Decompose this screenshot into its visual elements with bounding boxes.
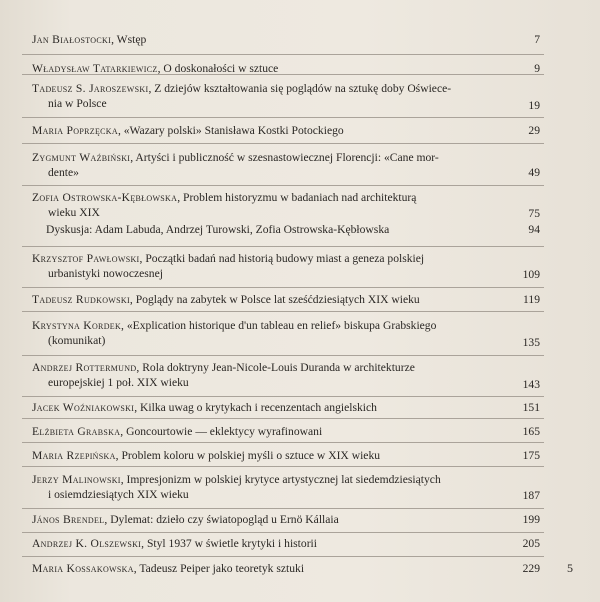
entry-title: , Wstęp — [111, 33, 147, 46]
entry-page-number: 199 — [522, 513, 540, 526]
entry-title: , Tadeusz Peiper jako teoretyk sztuki — [133, 562, 305, 575]
entry-page-number: 119 — [523, 293, 540, 306]
entry-page-number: 205 — [522, 537, 540, 550]
entry-divider — [22, 532, 544, 533]
entry-line — [32, 425, 502, 440]
entry-author: Jerzy Malinowski — [32, 473, 121, 486]
entry-title: i osiemdziesiątych XIX wieku — [48, 487, 189, 501]
entry-page-number: 49 — [528, 166, 540, 179]
entry-author: Maria Poprzęcka — [32, 124, 118, 137]
entry-line — [32, 449, 502, 464]
entry-title: , Z dziejów kształtowania się poglądów na sztukę doby Oświece- — [148, 82, 452, 95]
entry-line — [32, 361, 502, 376]
entry-title: nia w Polsce — [48, 96, 107, 110]
entry-author: Maria Kossakowska — [32, 562, 134, 575]
entry-page-number: 109 — [522, 268, 540, 281]
entry-author: Andrzej Rottermund — [32, 361, 137, 374]
toc-entry — [32, 473, 502, 502]
entry-author: Jacek Woźniakowski — [32, 401, 135, 414]
entry-title: , «Wazary polski» Stanisława Kostki Potockiego — [117, 124, 344, 137]
entry-author: Elżbieta Grabska — [32, 425, 121, 438]
entry-line — [32, 488, 502, 503]
entry-page-number: 19 — [528, 99, 540, 112]
toc-entry — [32, 191, 502, 220]
entry-line — [32, 376, 502, 391]
toc-entry — [32, 425, 502, 440]
entry-page-number: 151 — [522, 401, 540, 414]
entry-divider — [22, 287, 544, 288]
entry-title: , Problem historyzmu w badaniach nad architekturą — [177, 191, 417, 204]
entry-line — [32, 33, 502, 48]
entry-title: europejskiej 1 poł. XIX wieku — [48, 375, 189, 389]
entry-divider — [22, 246, 544, 247]
entry-line — [32, 537, 502, 552]
entry-author: Tadeusz Rudkowski — [32, 293, 130, 306]
entry-divider — [22, 311, 544, 312]
entry-page-number: 7 — [534, 33, 540, 46]
entry-line — [32, 334, 502, 349]
entry-divider — [22, 143, 544, 144]
toc-entry — [32, 361, 502, 390]
entry-line — [32, 223, 502, 238]
entry-title: , Styl 1937 w świetle krytyki i historii — [141, 537, 317, 550]
entry-divider — [22, 355, 544, 356]
entry-divider — [22, 556, 544, 557]
entry-line — [32, 473, 502, 488]
entry-title: , Impresjonizm w polskiej krytyce artystycznej lat siedemdziesiątych — [120, 473, 441, 486]
entry-divider — [22, 74, 544, 75]
entry-title: Dyskusja: Adam Labuda, Andrzej Turowski, Zofia Ostrowska-Kębłowska — [46, 223, 390, 236]
entry-author: Maria Rzepińska — [32, 449, 116, 462]
entry-line — [32, 401, 502, 416]
toc-entry — [32, 151, 502, 180]
entry-divider — [22, 185, 544, 186]
entry-line — [32, 562, 502, 577]
entry-line — [32, 124, 502, 139]
entry-page-number: 143 — [522, 378, 540, 391]
entry-line — [32, 82, 502, 97]
entry-page-number: 9 — [534, 62, 540, 75]
entry-page-number: 75 — [528, 207, 540, 220]
entry-author: Jan Białostocki — [32, 33, 112, 46]
toc-entry — [32, 401, 502, 416]
entry-page-number: 135 — [522, 336, 540, 349]
entry-page-number: 94 — [528, 223, 540, 236]
entry-line — [32, 293, 502, 308]
toc-entry — [32, 319, 502, 348]
entry-page-number: 229 — [522, 562, 540, 575]
entry-line — [32, 267, 502, 282]
entry-divider — [22, 117, 544, 118]
entry-author: Zofia Ostrowska-Kębłowska — [32, 191, 178, 204]
entry-title: , Artyści i publiczność w szesnastowiecznej Florencji: «Cane mor- — [130, 151, 439, 164]
entry-title: (komunikat) — [48, 333, 106, 347]
entry-divider — [22, 396, 544, 397]
entry-title: wieku XIX — [48, 205, 100, 219]
toc-entry — [32, 33, 502, 48]
entry-line — [32, 513, 502, 528]
entry-author: Krzysztof Pawłowski — [32, 252, 140, 265]
entry-line — [32, 151, 502, 166]
entry-divider — [22, 508, 544, 509]
page-folio: 5 — [567, 561, 573, 575]
entry-divider — [22, 54, 544, 55]
entry-title: , Goncourtowie — eklektycy wyrafinowani — [120, 425, 323, 438]
entry-title: urbanistyki nowoczesnej — [48, 266, 163, 280]
toc-entry — [32, 513, 502, 528]
toc-entry — [32, 223, 502, 238]
entry-page-number: 165 — [522, 425, 540, 438]
entry-page-number: 187 — [522, 489, 540, 502]
entry-author: Krystyna Kordek — [32, 319, 122, 332]
entry-author: Tadeusz S. Jaroszewski — [32, 82, 149, 95]
toc-entry — [32, 124, 502, 139]
entry-title: , Początki badań nad historią budowy miast a geneza polskiej — [139, 252, 425, 265]
entry-page-number: 175 — [522, 449, 540, 462]
entry-title: , O doskonałości w sztuce — [157, 62, 279, 75]
toc-entry — [32, 293, 502, 308]
entry-divider — [22, 418, 544, 419]
entry-title: , Kilka uwag o krytykach i recenzentach angielskich — [134, 401, 377, 414]
entry-divider — [22, 442, 544, 443]
entry-page-number: 29 — [528, 124, 540, 137]
entry-title: , Problem koloru w polskiej myśli o sztuce w XIX wieku — [115, 449, 381, 462]
entry-line — [32, 319, 502, 334]
toc-entry — [32, 537, 502, 552]
toc-entry — [32, 449, 502, 464]
entry-author: Zygmunt Waźbiński — [32, 151, 131, 164]
entry-line — [32, 97, 502, 112]
entry-line — [32, 206, 502, 221]
toc-entry — [32, 562, 502, 577]
entry-author: Władysław Tatarkiewicz — [32, 62, 158, 75]
entry-line — [32, 252, 502, 267]
entry-title: , Poglądy na zabytek w Polsce lat sześćdziesiątych XIX wieku — [129, 293, 420, 306]
entry-author: Andrzej K. Olszewski — [32, 537, 142, 550]
entry-title: , «Explication historique d'un tableau en relief» biskupa Grabskiego — [121, 319, 437, 332]
entry-title: , Rola doktryny Jean-Nicole-Louis Duranda w architekturze — [136, 361, 415, 374]
toc-entry — [32, 252, 502, 281]
entry-line — [32, 166, 502, 181]
entry-line — [32, 191, 502, 206]
toc-entry — [32, 82, 502, 111]
entry-author: János Brendel — [32, 513, 105, 526]
entry-title: , Dylemat: dzieło czy światopogląd u Ernö Kállaia — [104, 513, 339, 526]
entry-divider — [22, 466, 544, 467]
entry-title: dente» — [48, 165, 79, 179]
